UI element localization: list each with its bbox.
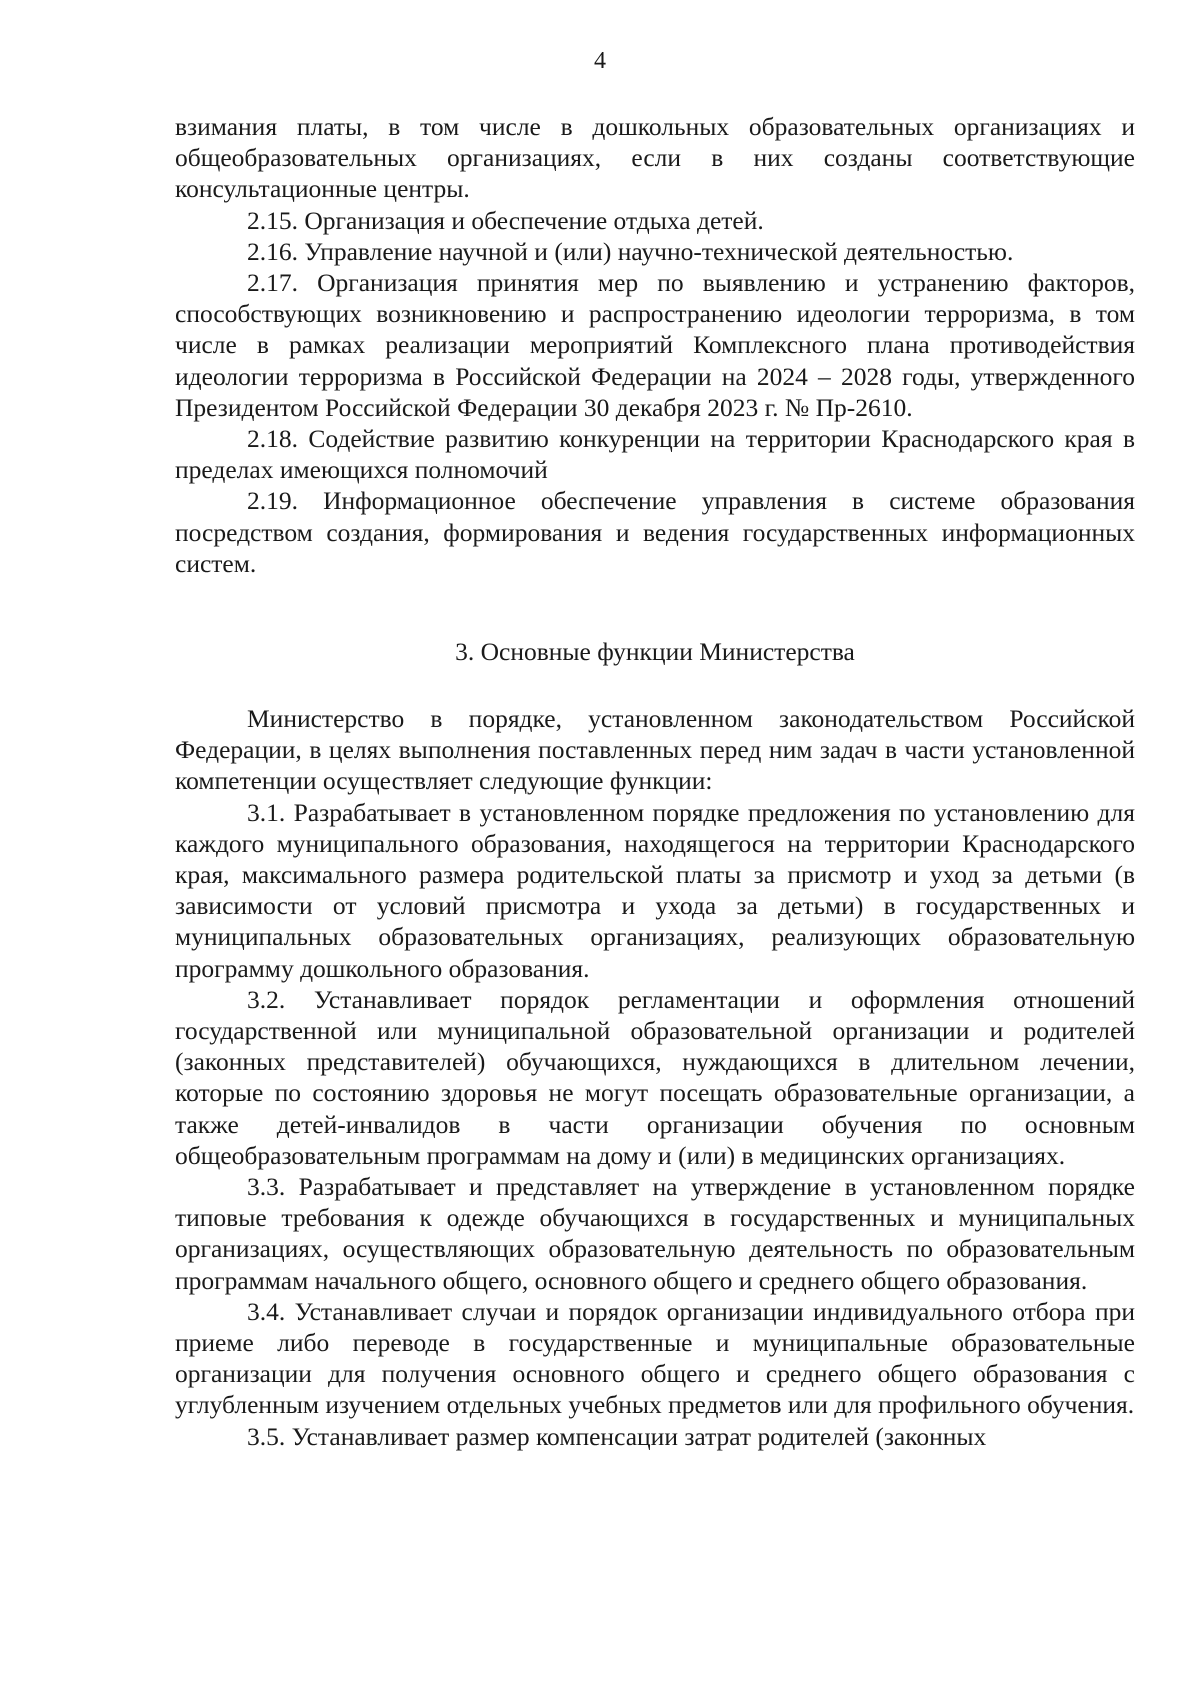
paragraph-3-1: 3.1. Разрабатывает в установленном порядке предложения по установлению для каждого муниципального образования, находящегося на территории Краснодарского края, максимального размера родительской платы за присмотр и уход за детьми (в зависимости от условий присмотра и ухода за детьми) в государственных и муниципальных образовательных организациях, реализующих образовательную программу дошкольного образования. <box>175 797 1135 983</box>
paragraph-2-14-continuation: взимания платы, в том числе в дошкольных образовательных организациях и общеобразовательных организациях, если в них созданы соответствующие консультационные центры. <box>175 112 1135 204</box>
section-3-heading: 3. Основные функции Министерства <box>455 637 855 666</box>
paragraph-2-19: 2.19. Информационное обеспечение управления в системе образования посредством создания, формирования и ведения государственных информационных систем. <box>175 486 1135 578</box>
paragraph-3-5: 3.5. Устанавливает размер компенсации затрат родителей (законных <box>247 1421 987 1451</box>
section-2-continuation <box>175 111 1135 579</box>
section-3-heading-wrap <box>175 636 1135 667</box>
page-number: 4 <box>594 48 606 74</box>
paragraph-2-18: 2.18. Содействие развитию конкуренции на территории Краснодарского края в пределах имеющихся полномочий <box>175 424 1135 485</box>
paragraph-3-3: 3.3. Разрабатывает и представляет на утверждение в установленном порядке типовые требования к одежде обучающихся в государственных и муниципальных организациях, осуществляющих образовательную деятельность по образовательным программам начального общего, основного общего и среднего общего образования. <box>175 1172 1135 1295</box>
paragraph-3-4: 3.4. Устанавливает случаи и порядок организации индивидуального отбора при приеме либо переводе в государственные и муниципальные образовательные организации для получения основного общего и среднего общего образования с углубленным изучением отдельных учебных предметов или для профильного обучения. <box>175 1296 1135 1420</box>
paragraph-2-16: 2.16. Управление научной и (или) научно-технической деятельностью. <box>247 236 1014 266</box>
section-3-body <box>175 703 1135 1452</box>
paragraph-3-2: 3.2. Устанавливает порядок регламентации и оформления отношений государственной или муниципальной образовательной организации и родителей (законных представителей) обучающихся, нуждающихся в длительном лечении, которые по состоянию здоровья не могут посещать образовательные организации, а также детей-инвалидов в части организации обучения по основным общеобразовательным программам на дому и (или) в медицинских организациях. <box>175 984 1135 1170</box>
paragraph-3-intro: Министерство в порядке, установленном законодательством Российской Федерации, в целях выполнения поставленных перед ним задач в части установленной компетенции осуществляет следующие функции: <box>175 704 1135 796</box>
paragraph-2-15: 2.15. Организация и обеспечение отдыха детей. <box>247 205 764 235</box>
paragraph-2-17: 2.17. Организация принятия мер по выявлению и устранению факторов, способствующих возникновению и распространению идеологии терроризма, в том числе в рамках реализации мероприятий Комплексного плана противодействия идеологии терроризма в Российской Федерации на 2024 – 2028 годы, утвержденного Президентом Российской Федерации 30 декабря 2023 г. № Пр-2610. <box>175 268 1135 422</box>
